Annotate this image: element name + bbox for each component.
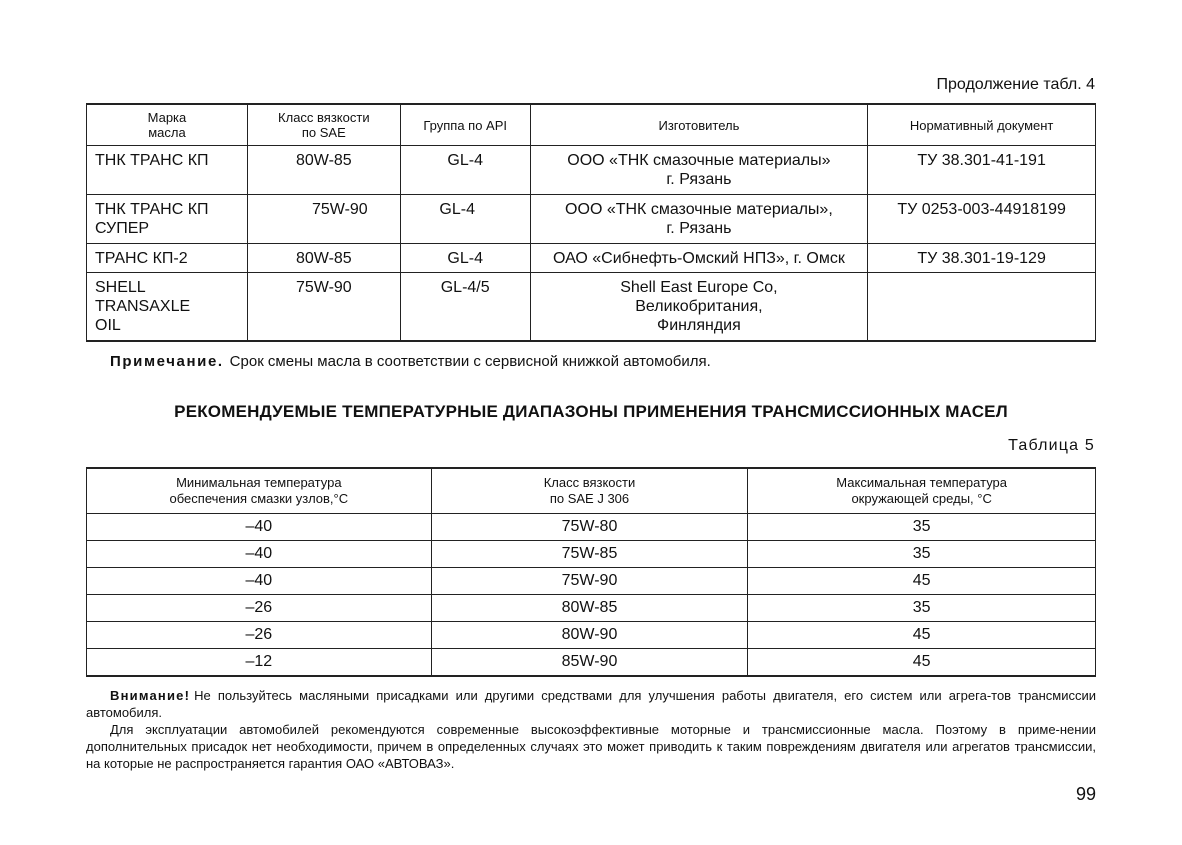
attention-paragraph: [86, 721, 1096, 772]
viscosity-cell: 80W-85: [431, 595, 748, 622]
table-row: [87, 595, 1096, 622]
max-temp-cell: 45: [748, 649, 1096, 677]
viscosity-cell: 75W-90: [247, 195, 400, 244]
manufacturer-cell: ОАО «Сибнефть-Омский НПЗ», г. Омск: [530, 244, 868, 273]
viscosity-cell: 80W-85: [247, 146, 400, 195]
page-number: 99: [1075, 784, 1096, 804]
attention-text: Для эксплуатации автомобилей рекомендуются современные высокоэффективные моторные и трансмиссионные масла. Поэтому в приме-нении дополнительных присадок нет необходимости, причем в определенных случаях это может приводить к таким повреждениям двигателя или агрегатов трансмиссии, на которые не распространяется гарантия ОАО «АВТОВАЗ».: [86, 722, 1096, 771]
note-label: Примечание.: [110, 353, 224, 370]
document-cell: ТУ 38.301-19-129: [868, 244, 1096, 273]
document-cell: ТУ 38.301-41-191: [868, 146, 1096, 195]
viscosity-cell: 75W-90: [247, 273, 400, 342]
header-cell: Группа по API: [400, 104, 530, 146]
oil-brand-cell: ТНК ТРАНС КП: [87, 146, 248, 195]
api-group-cell: GL-4: [400, 244, 530, 273]
table-row: [87, 649, 1096, 677]
temperature-range-table: [86, 467, 1096, 677]
api-group-cell: GL-4: [400, 195, 530, 244]
viscosity-cell: 80W-90: [431, 622, 748, 649]
viscosity-cell: 75W-80: [431, 514, 748, 541]
viscosity-cell: 75W-90: [431, 568, 748, 595]
table-row: [87, 146, 1096, 195]
oil-brand-cell: ТРАНС КП-2: [87, 244, 248, 273]
section-title: РЕКОМЕНДУЕМЫЕ ТЕМПЕРАТУРНЫЕ ДИАПАЗОНЫ ПРИМЕНЕНИЯ ТРАНСМИССИОННЫХ МАСЕЛ: [174, 402, 1008, 421]
table-row: [87, 514, 1096, 541]
document-cell: ТУ 0253-003-44918199: [868, 195, 1096, 244]
viscosity-cell: 85W-90: [431, 649, 748, 677]
max-temp-cell: 35: [748, 595, 1096, 622]
viscosity-cell: 80W-85: [247, 244, 400, 273]
min-temp-cell: –12: [87, 649, 432, 677]
header-cell: Изготовитель: [530, 104, 868, 146]
attention-text: Не пользуйтесь масляными присадками или другими средствами для улучшения работы двигателя, его систем или агрега-тов трансмиссии автомобиля.: [86, 688, 1096, 720]
manufacturer-cell: ООО «ТНК смазочные материалы» г. Рязань: [530, 146, 868, 195]
header-cell: Максимальная температура окружающей среды, °С: [748, 468, 1096, 514]
note-text: Срок смены масла в соответствии с сервисной книжкой автомобиля.: [229, 353, 711, 370]
table-continuation-label: Продолжение табл. 4: [936, 76, 1095, 93]
header-cell: Нормативный документ: [868, 104, 1096, 146]
oil-brand-cell: ТНК ТРАНС КП СУПЕР: [87, 195, 248, 244]
api-group-cell: GL-4: [400, 146, 530, 195]
header-cell: Марка масла: [87, 104, 248, 146]
attention-label: Внимание!: [110, 688, 191, 703]
table-header-row: [87, 468, 1096, 514]
header-cell: Класс вязкости по SAE J 306: [431, 468, 748, 514]
manufacturer-cell: ООО «ТНК смазочные материалы», г. Рязань: [530, 195, 868, 244]
table-row: [87, 273, 1096, 342]
attention-block: [86, 687, 1096, 772]
max-temp-cell: 45: [748, 622, 1096, 649]
oil-brand-cell: SHELL TRANSAXLE OIL: [87, 273, 248, 342]
document-cell: [868, 273, 1096, 342]
max-temp-cell: 35: [748, 541, 1096, 568]
viscosity-cell: 75W-85: [431, 541, 748, 568]
max-temp-cell: 45: [748, 568, 1096, 595]
api-group-cell: GL-4/5: [400, 273, 530, 342]
manufacturer-cell: Shell East Europe Co, Великобритания, Финляндия: [530, 273, 868, 342]
table-number-label: Таблица 5: [1008, 437, 1095, 454]
attention-paragraph: [86, 687, 1096, 721]
note: [110, 353, 711, 370]
oil-brands-table: [86, 103, 1096, 342]
min-temp-cell: –40: [87, 568, 432, 595]
min-temp-cell: –40: [87, 541, 432, 568]
min-temp-cell: –40: [87, 514, 432, 541]
table-row: [87, 195, 1096, 244]
header-cell: Класс вязкости по SAE: [247, 104, 400, 146]
table-row: [87, 622, 1096, 649]
table-row: [87, 541, 1096, 568]
max-temp-cell: 35: [748, 514, 1096, 541]
table-row: [87, 244, 1096, 273]
min-temp-cell: –26: [87, 595, 432, 622]
min-temp-cell: –26: [87, 622, 432, 649]
table-row: [87, 568, 1096, 595]
header-cell: Минимальная температура обеспечения смазки узлов,°С: [87, 468, 432, 514]
table-header-row: [87, 104, 1096, 146]
